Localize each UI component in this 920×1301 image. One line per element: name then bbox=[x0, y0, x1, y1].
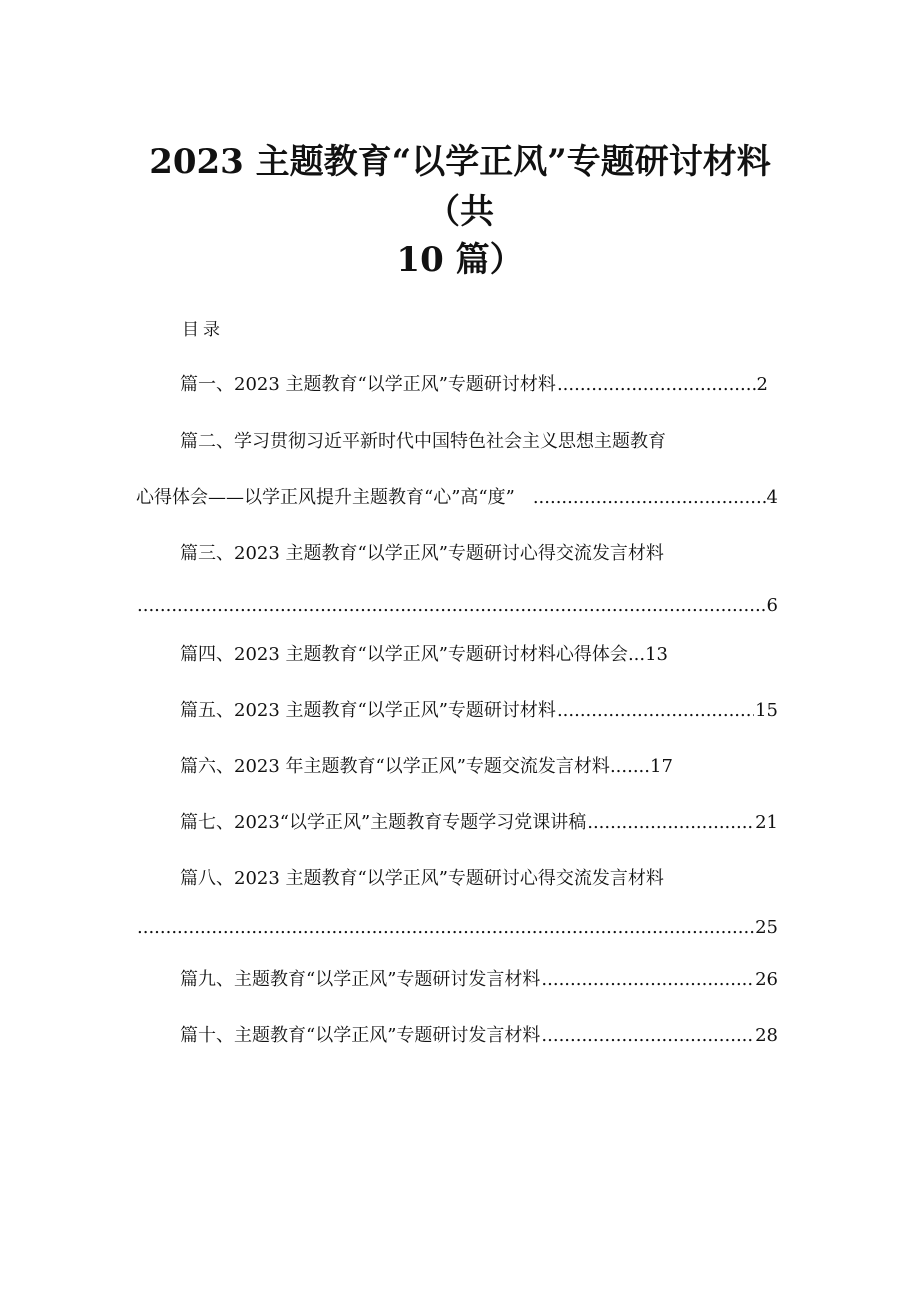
toc-entry-10[interactable] bbox=[180, 1021, 778, 1051]
toc-entry-title: 篇九、主题教育“以学正风”专题研讨发言材料 bbox=[180, 969, 541, 990]
toc-entry-page-number: 21 bbox=[755, 812, 778, 833]
toc-entry-title: 篇五、2023 主题教育“以学正风”专题研讨材料 bbox=[180, 700, 556, 721]
toc-entry-page-number: 25 bbox=[755, 917, 778, 938]
toc-entry-page-number: 6 bbox=[766, 595, 778, 616]
toc-entry-title: 篇一、2023 主题教育“以学正风”专题研讨材料 bbox=[180, 374, 556, 395]
toc-entry-page-number: 26 bbox=[755, 969, 778, 990]
toc-entry-page-number: 28 bbox=[755, 1025, 778, 1046]
toc-entry-title: 篇八、2023 主题教育“以学正风”专题研讨心得交流发言材料 bbox=[180, 868, 664, 889]
toc-entry-page-number: 4 bbox=[766, 487, 778, 508]
dot-leader bbox=[587, 808, 754, 838]
toc-entry-5[interactable] bbox=[180, 696, 778, 726]
toc-entry-8-line-2[interactable] bbox=[136, 913, 778, 943]
toc-entry-4[interactable] bbox=[180, 640, 722, 670]
dot-leader bbox=[557, 696, 754, 726]
toc-entry-2-line-1[interactable] bbox=[180, 427, 780, 457]
dot-leader bbox=[541, 1021, 754, 1051]
toc-entry-3-line-1[interactable] bbox=[180, 539, 780, 569]
toc-entry-page-number: 15 bbox=[755, 700, 778, 721]
toc-entry-title: 篇七、2023“以学正风”主题教育专题学习党课讲稿 bbox=[180, 812, 587, 833]
toc-entry-title: 篇三、2023 主题教育“以学正风”专题研讨心得交流发言材料 bbox=[180, 543, 664, 564]
toc-entry-6[interactable] bbox=[180, 752, 722, 782]
toc-entry-page-number: 2 bbox=[756, 374, 768, 395]
dot-leader bbox=[137, 913, 754, 943]
toc-entry-1[interactable] bbox=[180, 370, 768, 400]
toc-entry-3-line-2[interactable] bbox=[136, 591, 778, 621]
document-title-line-2: （共 bbox=[426, 192, 494, 232]
dot-leader bbox=[533, 483, 766, 513]
toc-entry-7[interactable] bbox=[180, 808, 778, 838]
toc-entry-8-line-1[interactable] bbox=[180, 864, 780, 894]
toc-entry-page-number: 13 bbox=[645, 644, 669, 665]
toc-entry-2-line-2[interactable] bbox=[136, 483, 778, 513]
toc-entry-9[interactable] bbox=[180, 965, 778, 995]
dot-leader bbox=[557, 370, 756, 400]
dot-leader bbox=[137, 591, 766, 621]
toc-entry-title: 篇四、2023 主题教育“以学正风”专题研讨材料心得体会 bbox=[180, 644, 628, 665]
dot-leader-short: ... bbox=[627, 644, 646, 665]
toc-entry-page-number: 17 bbox=[650, 756, 673, 777]
dot-leader bbox=[541, 965, 754, 995]
toc-entry-title: 篇六、2023 年主题教育“以学正风”专题交流发言材料 bbox=[180, 756, 610, 777]
document-title-line-3: 10 篇） bbox=[396, 240, 524, 280]
document-title-line-1: 2023 主题教育“以学正风”专题研讨材料 bbox=[149, 142, 771, 182]
toc-entry-title: 篇二、学习贯彻习近平新时代中国特色社会主义思想主题教育 bbox=[180, 431, 666, 452]
dot-leader-short: ....... bbox=[609, 756, 650, 777]
toc-entry-title-continued: 心得体会——以学正风提升主题教育“心”高“度” bbox=[136, 487, 515, 508]
toc-entry-title: 篇十、主题教育“以学正风”专题研讨发言材料 bbox=[180, 1025, 541, 1046]
toc-heading: 目录 bbox=[182, 320, 224, 340]
